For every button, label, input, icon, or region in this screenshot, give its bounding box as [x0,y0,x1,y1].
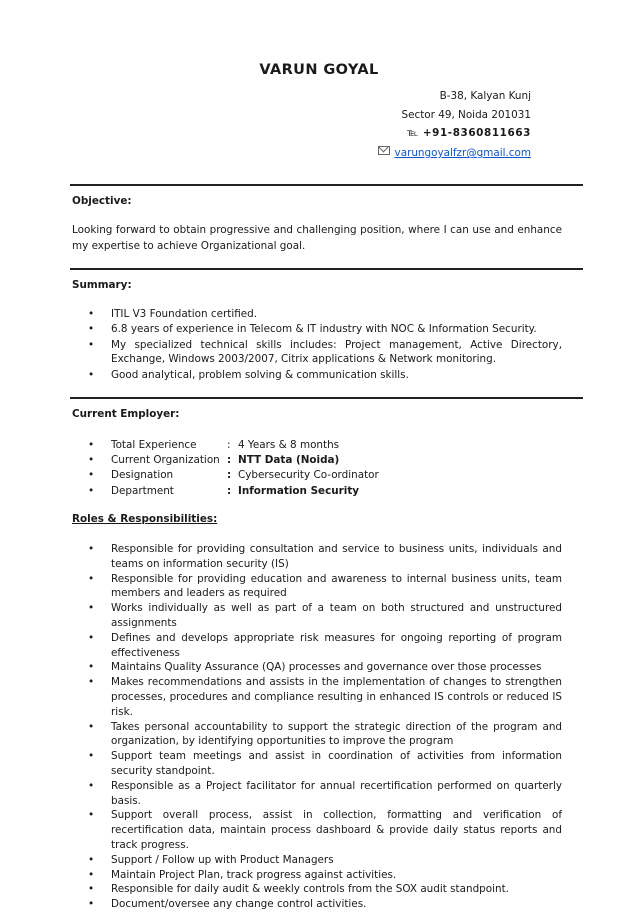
employer-value: Cybersecurity Co-ordinator [238,469,379,482]
employer-value: NTT Data (Noida) [238,454,340,467]
phone-line [407,127,531,139]
list-item: • Current Organization : NTT Data (Noida) [72,453,562,468]
list-item: • Support team meetings and assist in coordination of activities from information security standpoint. [72,749,562,779]
list-item: • ITIL V3 Foundation certified. [72,307,562,322]
list-item: • Department : Information Security [72,484,562,499]
divider-3 [70,397,583,399]
divider-1 [70,184,583,186]
roles-heading: Roles & Responsibilities: [72,513,218,525]
phone-number: +91-8360811663 [422,127,531,139]
objective-heading: Objective: [72,195,132,207]
employer-heading: Current Employer: [72,408,180,420]
employer-key: Department [111,484,174,497]
list-item: • 6.8 years of experience in Telecom & IT industry with NOC & Information Security. [72,322,562,337]
envelope-icon [378,146,390,155]
list-item: • Defines and develops appropriate risk measures for ongoing reporting of program effectiveness [72,631,562,661]
employer-key: Designation [111,469,174,482]
employer-value: 4 Years & 8 months [238,439,340,451]
employer-value: Information Security [238,484,360,497]
list-item: • My specialized technical skills includes: Project management, Active Directory, Exchange, Windows 2003/2007, Citrix applications & Network monitoring. [72,338,562,368]
list-item: • Document/oversee any change control activities. [72,897,562,912]
list-item: • Good analytical, problem solving & communication skills. [72,368,562,383]
email-line [378,146,531,159]
list-item: • Support overall process, assist in collection, formatting and verification of recertification data, maintain process dashboard & provide daily status reports and track progress. [72,808,562,852]
list-item: • Responsible as a Project facilitator for annual recertification performed on quarterly basis. [72,779,562,809]
summary-heading: Summary: [72,279,132,291]
list-item: • Works individually as well as part of a team on both structured and unstructured assignments [72,601,562,631]
list-item: • Total Experience : 4 Years & 8 months [72,438,562,453]
address-line-1: B-38, Kalyan Kunj [439,90,531,102]
list-item: • Maintains Quality Assurance (QA) processes and governance over those processes [72,660,562,675]
list-item: • Support / Follow up with Product Managers [72,853,562,868]
phone-icon: ℡ [407,127,419,139]
email-link[interactable]: varungoyalfzr@gmail.com [394,147,531,159]
list-item: • Designation : Cybersecurity Co-ordinator [72,468,562,483]
divider-2 [70,268,583,270]
list-item: • Responsible for daily audit & weekly controls from the SOX audit standpoint. [72,882,562,897]
list-item: • Takes personal accountability to support the strategic direction of the program and organization, by identifying opportunities to improve the program [72,720,562,750]
employer-key: Current Organization [111,454,220,467]
list-item: • Maintain Project Plan, track progress against activities. [72,868,562,883]
list-item: • Makes recommendations and assists in the implementation of changes to strengthen processes, procedures and compliance resulting in enhanced IS controls or reduced IS risk. [72,675,562,719]
objective-text: Looking forward to obtain progressive and challenging position, where I can use and enhance my expertise to achieve Organizational goal. [72,224,562,252]
list-item: • Responsible for providing consultation and service to business units, individuals and teams on information security (IS) [72,542,562,572]
candidate-name: VARUN GOYAL [259,62,379,78]
list-item: • Responsible for providing education and awareness to internal business units, team members and leaders as required [72,572,562,602]
roles-list [72,542,562,912]
address-line-2: Sector 49, Noida 201031 [401,109,531,121]
employer-key: Total Experience [111,439,197,451]
summary-list [72,307,562,383]
employer-list [72,438,562,499]
